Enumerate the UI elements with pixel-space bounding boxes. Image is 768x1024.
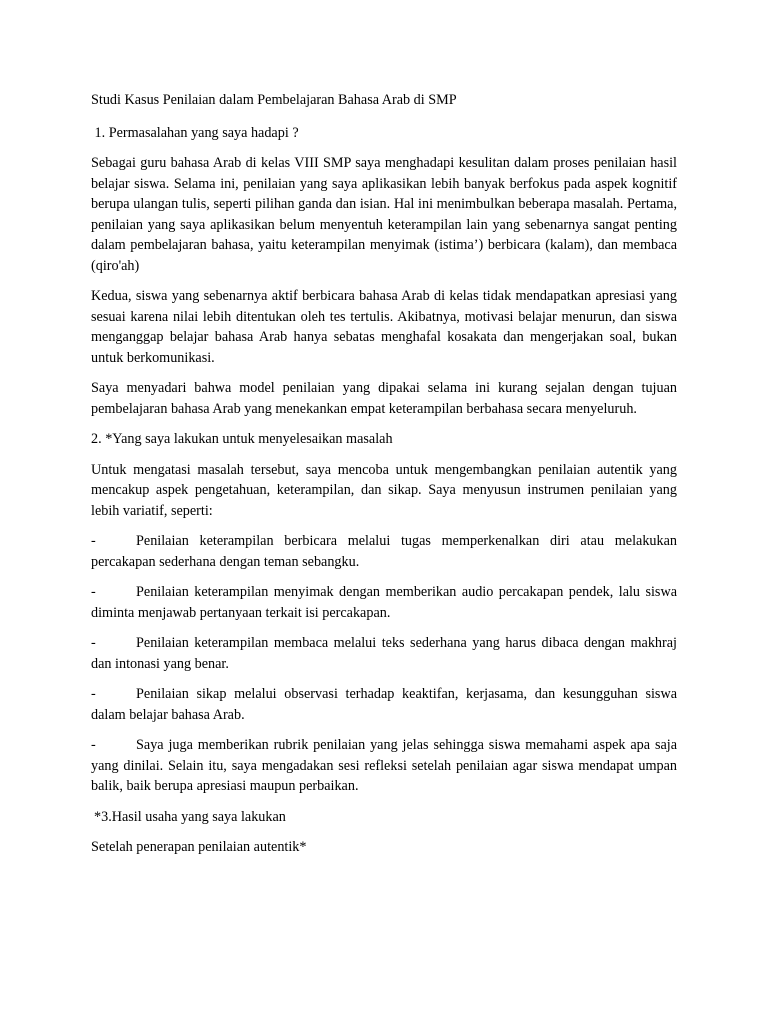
bullet-dash: - bbox=[91, 737, 96, 753]
section-3-heading: *3.Hasil usaha yang saya lakukan bbox=[94, 808, 286, 825]
bullet-item-1 bbox=[91, 531, 677, 572]
bullet-text: Penilaian keterampilan menyimak dengan memberikan audio percakapan pendek, lalu siswa diminta menjawab pertanyaan terkait isi percakapan. bbox=[91, 584, 677, 621]
section-2-heading: 2. *Yang saya lakukan untuk menyelesaikan masalah bbox=[91, 431, 393, 447]
document-title: Studi Kasus Penilaian dalam Pembelajaran Bahasa Arab di SMP bbox=[91, 92, 457, 108]
section-1-paragraph-2: Kedua, siswa yang sebenarnya aktif berbicara bahasa Arab di kelas tidak mendapatkan apresiasi yang sesuai karena nilai lebih ditentukan oleh tes tertulis. Akibatnya, motivasi belajar menurun, dan siswa menganggap belajar bahasa Arab hanya sebatas menghafal kosakata dan mengerjakan soal, bukan untuk berkomunikasi. bbox=[91, 288, 677, 366]
bullet-dash: - bbox=[91, 533, 96, 549]
section-1-heading: 1. Permasalahan yang saya hadapi ? bbox=[94, 124, 299, 141]
section-3-subheading: Setelah penerapan penilaian autentik* bbox=[91, 839, 307, 855]
bullet-dash: - bbox=[91, 584, 96, 600]
bullet-text: Penilaian keterampilan berbicara melalui tugas memperkenalkan diri atau melakukan percakapan sederhana dengan teman sebangku. bbox=[91, 533, 677, 570]
bullet-dash: - bbox=[91, 686, 96, 702]
bullet-text: Penilaian sikap melalui observasi terhadap keaktifan, kerjasama, dan kesungguhan siswa dalam belajar bahasa Arab. bbox=[91, 686, 677, 723]
bullet-item-3 bbox=[91, 633, 677, 674]
bullet-text: Saya juga memberikan rubrik penilaian yang jelas sehingga siswa memahami aspek apa saja yang dinilai. Selain itu, saya mengadakan sesi refleksi setelah penilaian agar siswa mendapat umpan balik, baik berupa apresiasi maupun perbaikan. bbox=[91, 737, 677, 794]
section-2-intro: Untuk mengatasi masalah tersebut, saya mencoba untuk mengembangkan penilaian autentik yang mencakup aspek pengetahuan, keterampilan, dan sikap. Saya menyusun instrumen penilaian yang lebih variatif, seperti: bbox=[91, 461, 677, 519]
bullet-dash: - bbox=[91, 635, 96, 651]
bullet-item-4 bbox=[91, 684, 677, 725]
section-1-paragraph-1: Sebagai guru bahasa Arab di kelas VIII SMP saya menghadapi kesulitan dalam proses penilaian hasil belajar siswa. Selama ini, penilaian yang saya aplikasikan lebih banyak berfokus pada aspek kognitif berupa ulangan tulis, seperti pilihan ganda dan isian. Hal ini menimbulkan beberapa masalah. Pertama, penilaian yang saya aplikasikan belum menyentuh keterampilan lain yang sebenarnya sangat penting dalam pembelajaran bahasa, yaitu keterampilan menyimak (istima’) berbicara (kalam), dan membaca (qiro'ah) bbox=[91, 155, 677, 274]
bullet-item-5 bbox=[91, 735, 677, 797]
bullet-item-2 bbox=[91, 582, 677, 623]
bullet-text: Penilaian keterampilan membaca melalui teks sederhana yang harus dibaca dengan makhraj dan intonasi yang benar. bbox=[91, 635, 677, 672]
document-page bbox=[91, 90, 677, 868]
section-1-paragraph-3: Saya menyadari bahwa model penilaian yang dipakai selama ini kurang sejalan dengan tujuan pembelajaran bahasa Arab yang menekankan empat keterampilan berbahasa secara menyeluruh. bbox=[91, 380, 677, 417]
